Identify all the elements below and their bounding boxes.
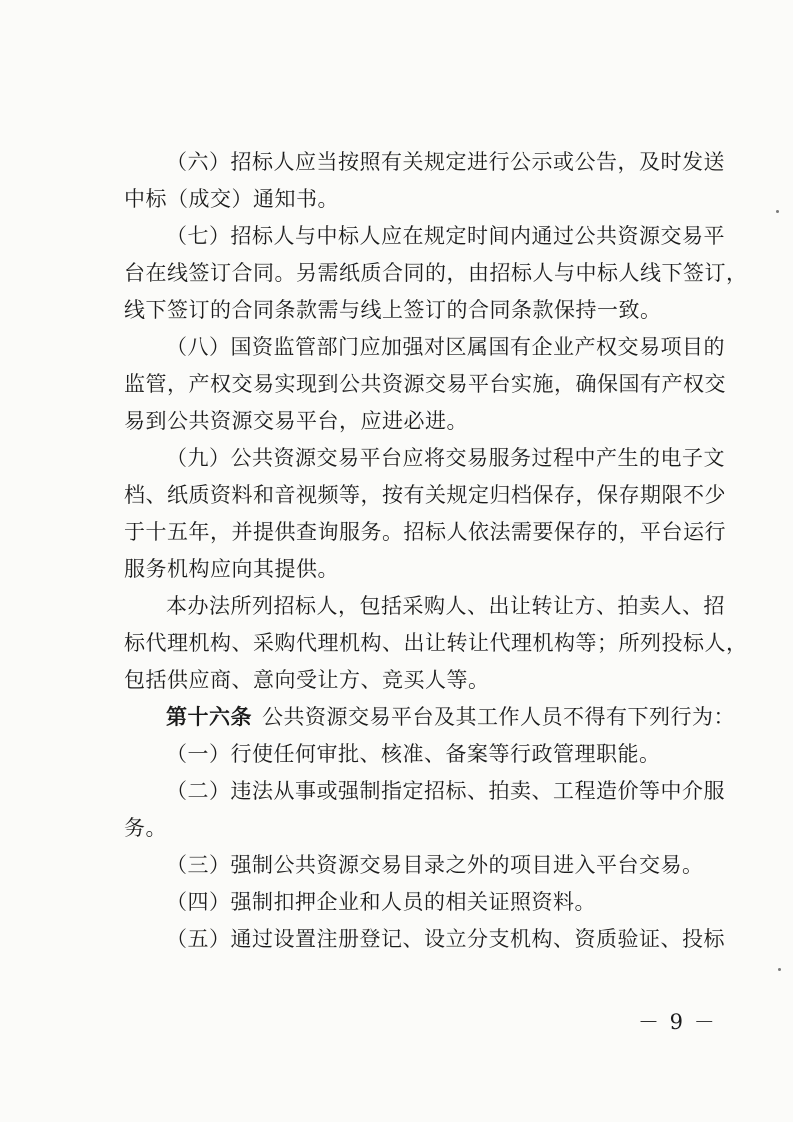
- scan-speck: [778, 968, 781, 971]
- list-item-continuation: 务。: [124, 816, 167, 840]
- text-line: （八）国资监管部门应加强对区属国有企业产权交易项目的: [166, 335, 725, 359]
- list-item: （五）通过设置注册登记、设立分支机构、资质验证、投标: [166, 927, 725, 951]
- article-16-line: [166, 701, 766, 733]
- text-line: 中标（成交）通知书。: [124, 187, 339, 211]
- scan-speck: [776, 210, 779, 213]
- text-line: 于十五年，并提供查询服务。招标人依法需要保存的，平台运行: [124, 520, 726, 544]
- list-item: （二）违法从事或强制指定招标、拍卖、工程造价等中介服: [166, 779, 725, 803]
- text-line: 档、纸质资料和音视频等，按有关规定归档保存，保存期限不少: [124, 483, 726, 507]
- text-line: 监管，产权交易实现到公共资源交易平台实施，确保国有产权交: [124, 372, 726, 396]
- text-line: （六）招标人应当按照有关规定进行公示或公告，及时发送: [166, 150, 725, 174]
- text-line: 台在线签订合同。另需纸质合同的，由招标人与中标人线下签订，: [124, 261, 748, 285]
- text-line: 服务机构应向其提供。: [124, 557, 339, 581]
- text-line: 标代理机构、采购代理机构、出让转让代理机构等；所列投标人，: [124, 631, 748, 655]
- list-item: （三）强制公共资源交易目录之外的项目进入平台交易。: [166, 853, 704, 877]
- text-line: （七）招标人与中标人应在规定时间内通过公共资源交易平: [166, 224, 725, 248]
- article-intro: 公共资源交易平台及其工作人员不得有下列行为：: [262, 705, 735, 729]
- text-line: 易到公共资源交易平台，应进必进。: [124, 409, 468, 433]
- page-number: － 9 －: [638, 1010, 717, 1034]
- list-item: （一）行使任何审批、核准、备案等行政管理职能。: [166, 742, 661, 766]
- text-line: （九）公共资源交易平台应将交易服务过程中产生的电子文: [166, 446, 725, 470]
- list-item: （四）强制扣押企业和人员的相关证照资料。: [166, 890, 596, 914]
- text-line: 线下签订的合同条款需与线上签订的合同条款保持一致。: [124, 298, 662, 322]
- text-line: 包括供应商、意向受让方、竞买人等。: [124, 668, 490, 692]
- article-heading: 第十六条: [166, 704, 252, 729]
- text-line: 本办法所列招标人，包括采购人、出让转让方、拍卖人、招: [166, 594, 725, 618]
